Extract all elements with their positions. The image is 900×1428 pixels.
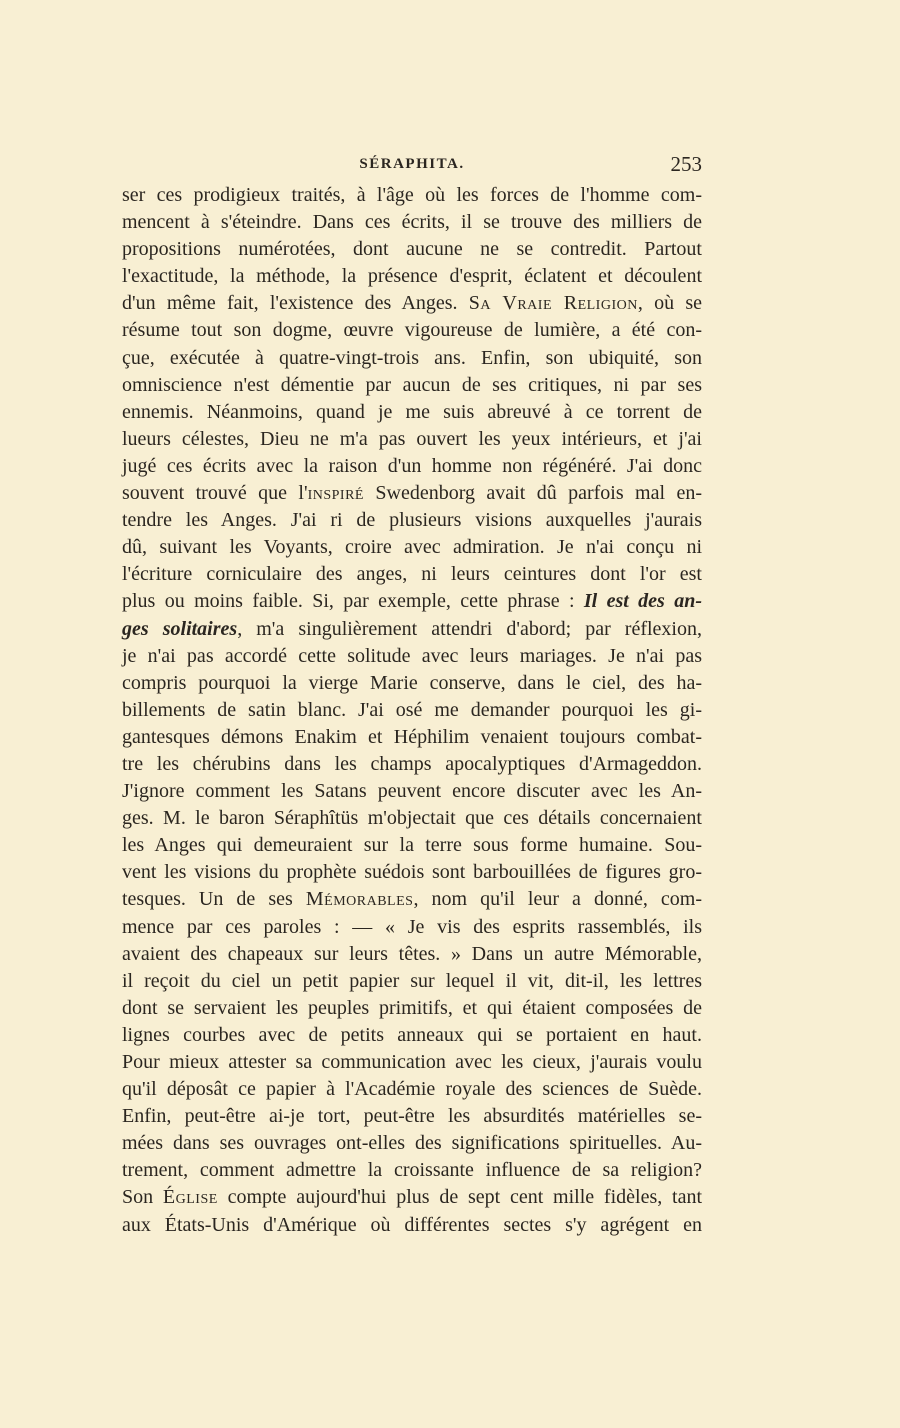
text-segment: vent les visions du prophète suédois sont barbouillées de figures gro- [122,861,702,884]
text-line [122,616,702,643]
body-text [122,182,702,1239]
text-segment: ser ces prodigieux traités, à l'âge où les forces de l'homme com- [122,184,702,206]
text-line-content [122,1049,702,1076]
text-segment: compris pourquoi la vierge Marie conserve, dans le ciel, des ha- [122,671,702,694]
text-line [122,995,702,1022]
text-line-content [122,697,702,724]
text-line [122,643,702,670]
small-caps-term: inspiré [307,482,364,505]
text-segment: résume tout son dogme, œuvre vigoureuse de lumière, a été con- [122,319,702,342]
text-line [122,182,702,209]
text-segment: mence par ces paroles : — « Je vis des esprits rassemblés, ils [122,915,702,938]
small-caps-term: Sa Vraie Religion [468,292,638,315]
text-segment: billements de satin blanc. J'ai osé me demander pourquoi les gi- [122,698,702,721]
text-line-content [122,345,702,372]
text-segment: souvent trouvé que l' [122,482,308,505]
text-segment: çue, exécutée à quatre-vingt-trois ans. Enfin, son ubiquité, son [122,346,702,369]
text-line [122,1212,702,1239]
text-line-content [122,1157,702,1184]
text-segment: lignes courbes avec de petits anneaux qui se portaient en haut. [122,1023,702,1046]
text-segment: ges. M. le baron Séraphîtüs m'objectait que ces détails concernaient [122,807,702,830]
text-segment: Son [122,1186,163,1209]
text-segment: mencent à s'éteindre. Dans ces écrits, il se trouve des milliers de [122,211,702,234]
text-segment: aux États-Unis d'Amérique où différentes sectes s'y agrégent en [122,1213,702,1236]
text-segment: l'exactitude, la méthode, la présence d'esprit, éclatent et découlent [122,265,702,288]
text-segment: avaient des chapeaux sur leurs têtes. » Dans un autre Mémorable, [122,942,702,965]
text-line [122,1103,702,1130]
text-line-content [122,941,702,968]
text-line [122,1076,702,1103]
text-line [122,751,702,778]
text-line [122,317,702,344]
text-line [122,290,702,317]
text-line-content [122,372,702,399]
text-line-content [122,588,702,615]
text-segment: dont se servaient les peuples primitifs, et qui étaient composées de [122,996,702,1019]
text-line [122,480,702,507]
text-segment: l'écriture corniculaire des anges, ni leurs ceintures dont l'or est [122,563,702,586]
text-line-content [122,832,702,859]
text-line-content [122,399,702,426]
text-line [122,1184,702,1211]
text-line-content [122,995,702,1022]
text-line-content [122,1212,702,1239]
text-line-content [122,968,702,995]
running-header [122,152,702,180]
text-line-content [122,507,702,534]
text-line-content [122,263,702,290]
text-segment: les Anges qui demeuraient sur la terre sous forme humaine. Sou- [122,834,702,857]
text-line [122,507,702,534]
text-line-content [122,643,702,670]
text-segment: qu'il déposât ce papier à l'Académie royale des sciences de Suède. [122,1078,702,1101]
text-line-content [122,724,702,751]
text-line [122,805,702,832]
text-line [122,832,702,859]
text-segment: tesques. Un de ses [122,888,306,911]
text-line-content [122,1184,702,1211]
text-segment: propositions numérotées, dont aucune ne se contredit. Partout [122,238,702,261]
text-segment: dû, suivant les Voyants, croire avec admiration. Je n'ai conçu ni [122,536,702,559]
text-segment: gantesques démons Enakim et Héphilim venaient toujours combat- [122,725,702,748]
text-line-content [122,805,702,832]
italic-phrase: Il est des an- [583,590,702,613]
text-line-content [122,290,702,317]
text-line-content [122,1130,702,1157]
text-segment: je n'ai pas accordé cette solitude avec leurs mariages. Je n'ai pas [122,644,702,667]
text-line-content [122,859,702,886]
text-line [122,859,702,886]
text-line [122,399,702,426]
text-segment: Enfin, peut-être ai-je tort, peut-être les absurdités matérielles se- [122,1105,702,1128]
text-line [122,1157,702,1184]
text-line-content [122,1076,702,1103]
text-line-content [122,1103,702,1130]
text-segment: , où se [637,292,702,315]
text-segment: Pour mieux attester sa communication avec les cieux, j'aurais voulu [122,1051,702,1073]
text-line-content [122,426,702,453]
text-line [122,914,702,941]
text-line [122,724,702,751]
text-line [122,697,702,724]
text-line [122,1022,702,1049]
text-segment: , nom qu'il leur a donné, com- [413,888,703,911]
text-line-content [122,209,702,236]
text-line-content [122,182,702,209]
text-line [122,941,702,968]
text-line [122,1130,702,1157]
text-line-content [122,534,702,561]
text-line-content [122,317,702,344]
text-segment: plus ou moins faible. Si, par exemple, cette phrase : [122,590,584,613]
text-line [122,236,702,263]
text-segment: trement, comment admettre la croissante influence de sa religion? [122,1159,702,1182]
text-segment: Swedenborg avait dû parfois mal en- [363,482,702,505]
small-caps-term: Mémorables [305,888,414,911]
text-segment: omniscience n'est démentie par aucun de ses critiques, ni par ses [122,373,702,396]
text-segment: J'ignore comment les Satans peuvent encore discuter avec les An- [122,780,702,803]
italic-phrase: ges solitaires [122,617,238,640]
text-segment: , m'a singulièrement attendri d'abord; par réflexion, [237,617,702,640]
text-segment: lueurs célestes, Dieu ne m'a pas ouvert les yeux intérieurs, et j'ai [122,427,702,450]
text-segment: il reçoit du ciel un petit papier sur lequel il vit, dit-il, les lettres [122,969,702,992]
text-line [122,534,702,561]
text-line-content [122,561,702,588]
text-line-content [122,914,702,941]
text-segment: tendre les Anges. J'ai ri de plusieurs visions auxquelles j'aurais [122,509,702,532]
text-segment: tre les chérubins dans les champs apocalyptiques d'Armageddon. [122,752,702,775]
text-line [122,345,702,372]
text-line [122,778,702,805]
text-line-content [122,480,702,507]
text-line-content [122,1022,702,1049]
text-segment: d'un même fait, l'existence des Anges. [122,292,469,315]
text-line-content [122,670,702,697]
text-line [122,1049,702,1076]
page-number: 253 [670,152,702,176]
running-title: SÉRAPHITA. [359,156,465,172]
text-segment: jugé ces écrits avec la raison d'un homme non régénéré. J'ai donc [122,454,702,477]
text-line [122,453,702,480]
text-line [122,886,702,913]
text-line [122,588,702,615]
text-line-content [122,886,702,913]
text-line-content [122,778,702,805]
text-segment: ennemis. Néanmoins, quand je me suis abreuvé à ce torrent de [122,400,702,423]
text-line [122,209,702,236]
text-segment: compte aujourd'hui plus de sept cent mille fidèles, tant [217,1186,702,1209]
text-line [122,372,702,399]
text-line-content [122,616,702,643]
text-line [122,263,702,290]
text-line-content [122,236,702,263]
text-line-content [122,751,702,778]
text-line [122,426,702,453]
text-line-content [122,453,702,480]
small-caps-term: Église [162,1186,218,1209]
text-line [122,561,702,588]
text-line [122,670,702,697]
text-segment: mées dans ses ouvrages ont-elles des significations spirituelles. Au- [122,1132,702,1155]
text-line [122,968,702,995]
